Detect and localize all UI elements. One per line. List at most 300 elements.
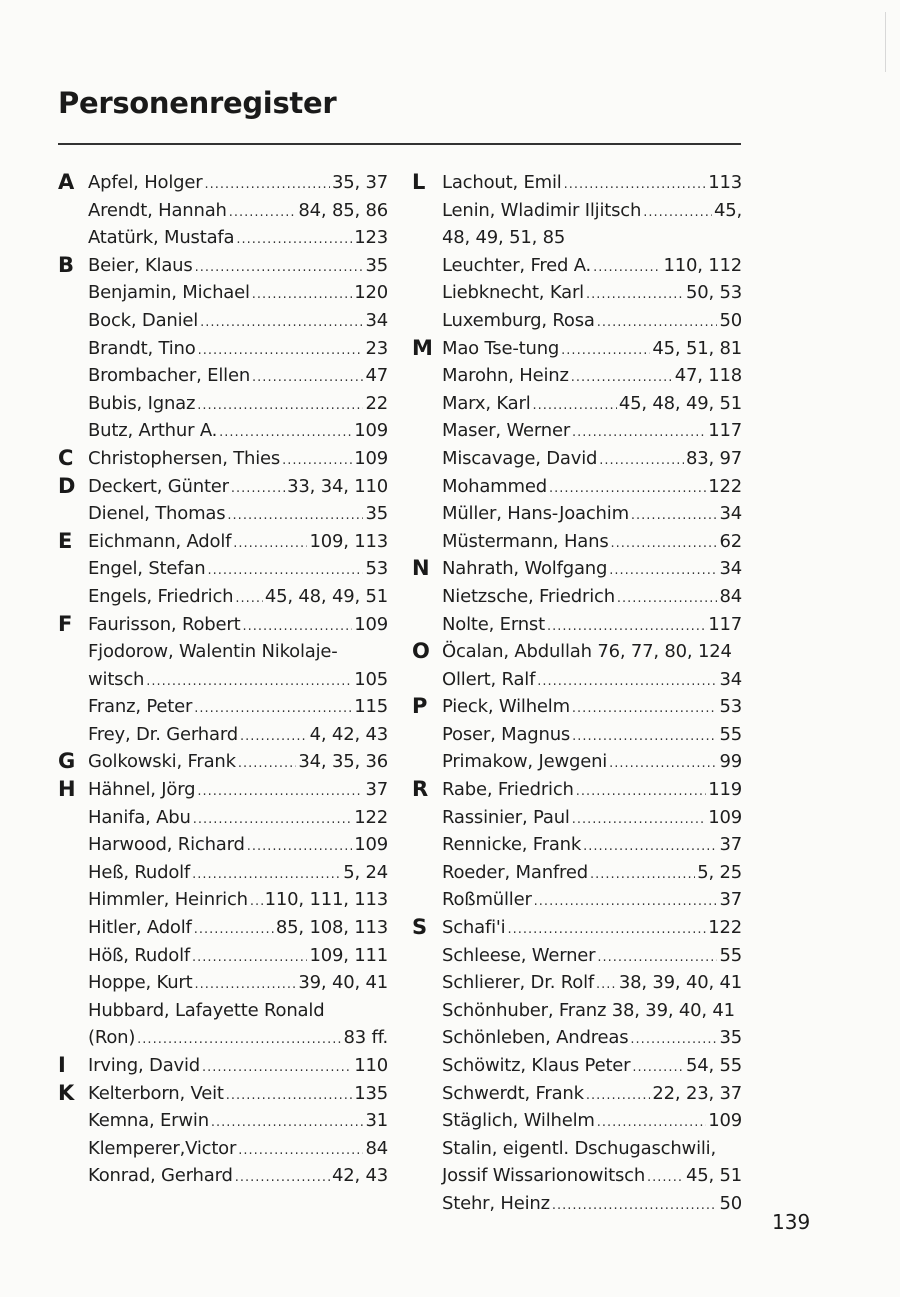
- index-entry: [88, 721, 388, 749]
- entry-text: Stalin, eigentl. Dschugaschwili,: [442, 1137, 716, 1159]
- entry-name: Engel, Stefan: [88, 558, 206, 580]
- entry-name: Höß, Rudolf: [88, 944, 191, 966]
- entry-text: Öcalan, Abdullah 76, 77, 80, 124: [442, 641, 732, 663]
- index-entry: [88, 583, 388, 611]
- entry-name: Marx, Karl: [442, 392, 531, 414]
- entry-name: Rassinier, Paul: [442, 806, 570, 828]
- entry-text: Hubbard, Lafayette Ronald: [88, 999, 325, 1021]
- index-entry: [88, 914, 388, 942]
- entry-pages: 35: [365, 254, 388, 276]
- index-entry: [88, 693, 388, 721]
- entry-pages: 120: [354, 282, 388, 304]
- index-column-left: [58, 169, 388, 1190]
- index-entry: [412, 638, 742, 666]
- entry-pages: 83 ff.: [343, 1027, 388, 1049]
- entry-name: Stäglich, Wilhelm: [442, 1110, 595, 1132]
- index-entry: [442, 721, 742, 749]
- dot-leader: [197, 392, 363, 420]
- entry-name: Müstermann, Hans: [442, 530, 609, 552]
- index-entry: [412, 776, 742, 804]
- index-entry: [442, 859, 742, 887]
- index-entry: [88, 307, 388, 335]
- entry-name: Apfel, Holger: [88, 172, 203, 193]
- entry-pages: 122: [708, 475, 742, 497]
- index-entry: [88, 1024, 388, 1052]
- index-entry: [88, 1107, 388, 1135]
- entry-pages: 122: [708, 917, 742, 939]
- entry-name: Deckert, Günter: [88, 475, 229, 497]
- section-letter: P: [412, 694, 428, 719]
- dot-leader: [250, 888, 263, 916]
- left-entries: [58, 169, 388, 1190]
- index-entry: [88, 886, 388, 914]
- index-entry: [88, 942, 388, 970]
- entry-name: Christophersen, Thies: [88, 447, 281, 469]
- entry-name: Faurisson, Robert: [88, 613, 241, 635]
- entry-pages: 45, 51, 81: [652, 337, 742, 359]
- entry-pages: 45, 51: [685, 1165, 742, 1187]
- entry-pages: 33, 34, 110: [287, 475, 388, 497]
- dot-leader: [194, 695, 352, 723]
- index-entry: [442, 1135, 742, 1163]
- entry-pages: 34: [719, 503, 742, 525]
- entry-name: Konrad, Gerhard: [88, 1165, 233, 1187]
- dot-leader: [586, 1082, 651, 1110]
- entry-pages: 122: [354, 806, 388, 828]
- entry-pages: 23: [365, 337, 388, 359]
- entry-name: Heß, Rudolf: [88, 861, 191, 883]
- dot-leader: [195, 971, 297, 999]
- dot-leader: [609, 750, 717, 778]
- entry-name: Franz, Peter: [88, 696, 193, 718]
- entry-name: Atatürk, Mustafa: [88, 227, 235, 249]
- dot-leader: [630, 1026, 717, 1054]
- entry-name: Butz, Arthur A.: [88, 420, 218, 442]
- entry-pages: 37: [365, 779, 388, 801]
- entry-name: Roßmüller: [442, 889, 532, 911]
- entry-pages: 37: [719, 889, 742, 911]
- entry-pages: 37: [719, 834, 742, 856]
- entry-pages: 5, 25: [697, 861, 742, 883]
- entry-name: Brandt, Tino: [88, 337, 196, 359]
- dot-leader: [583, 833, 717, 861]
- dot-leader: [146, 668, 352, 696]
- entry-name: Beier, Klaus: [88, 254, 193, 276]
- dot-leader: [200, 309, 363, 337]
- right-entries: [412, 169, 742, 1218]
- entry-name: witsch: [88, 668, 145, 690]
- entry-pages: 109, 111: [309, 944, 388, 966]
- index-entry: [88, 666, 388, 694]
- dot-leader: [611, 530, 718, 558]
- dot-leader: [597, 944, 717, 972]
- index-entry: [442, 831, 742, 859]
- index-entry: [88, 555, 388, 583]
- dot-leader: [572, 695, 718, 723]
- section-letter: M: [412, 335, 433, 360]
- dot-leader: [631, 502, 718, 530]
- section-letter: H: [58, 777, 76, 802]
- index-entry: [442, 1052, 742, 1080]
- index-entry: [442, 611, 742, 639]
- entry-pages: 22, 23, 37: [652, 1082, 742, 1104]
- entry-name: Ollert, Ralf: [442, 668, 536, 690]
- entry-name: Pieck, Wilhelm: [442, 696, 570, 718]
- section-letter: D: [58, 473, 76, 498]
- dot-leader: [204, 171, 329, 199]
- entry-pages: 45,: [713, 199, 742, 221]
- entry-name: (Ron): [88, 1027, 136, 1049]
- section-letter: O: [412, 639, 430, 664]
- entry-pages: 109: [354, 447, 388, 469]
- page-number: 139: [772, 1210, 811, 1234]
- entry-name: Jossif Wissarionowitsch: [442, 1165, 646, 1187]
- dot-leader: [572, 806, 707, 834]
- dot-leader: [596, 971, 617, 999]
- entry-pages: 53: [365, 558, 388, 580]
- entry-pages: 85, 108, 113: [275, 917, 388, 939]
- dot-leader: [597, 309, 718, 337]
- dot-leader: [193, 806, 353, 834]
- entry-pages: 42, 43: [331, 1165, 388, 1187]
- index-entry: [88, 831, 388, 859]
- index-entry: [88, 1162, 388, 1190]
- entry-pages: 35, 37: [331, 172, 388, 193]
- entry-name: Rabe, Friedrich: [442, 779, 574, 801]
- dot-leader: [238, 1137, 363, 1165]
- entry-pages: 109: [708, 806, 742, 828]
- dot-leader: [547, 613, 706, 641]
- entry-name: Arendt, Hannah: [88, 199, 227, 221]
- index-entry: [442, 942, 742, 970]
- index-entry: [88, 859, 388, 887]
- entry-pages: 55: [719, 944, 742, 966]
- entry-pages: 83, 97: [685, 447, 742, 469]
- dot-leader: [617, 585, 718, 613]
- dot-leader: [572, 723, 717, 751]
- entry-pages: 109: [354, 613, 388, 635]
- index-entry: [88, 1135, 388, 1163]
- index-entry: [442, 583, 742, 611]
- entry-pages: 50, 53: [685, 282, 742, 304]
- index-entry: [442, 1107, 742, 1135]
- index-entry: [442, 500, 742, 528]
- index-entry: [442, 1024, 742, 1052]
- entry-name: Eichmann, Adolf: [88, 530, 232, 552]
- dot-leader: [233, 530, 307, 558]
- entry-pages: 45, 48, 49, 51: [264, 585, 388, 607]
- entry-name: Frey, Dr. Gerhard: [88, 723, 238, 745]
- dot-leader: [534, 888, 718, 916]
- entry-pages: 109: [354, 420, 388, 442]
- entry-pages: 39, 40, 41: [298, 972, 388, 994]
- entry-name: Kelterborn, Veit: [88, 1082, 224, 1104]
- dot-leader: [632, 1054, 684, 1082]
- index-entry: [58, 748, 388, 776]
- section-letter: B: [58, 252, 74, 277]
- index-entry: [442, 473, 742, 501]
- index-entry: [442, 252, 742, 280]
- entry-name: Lenin, Wladimir Iljitsch: [442, 199, 642, 221]
- index-entry: [88, 390, 388, 418]
- entry-pages: 115: [354, 696, 388, 718]
- index-entry: [88, 969, 388, 997]
- dot-leader: [590, 861, 695, 889]
- entry-name: Klemperer,Victor: [88, 1137, 237, 1159]
- section-letter: A: [58, 170, 75, 194]
- dot-leader: [227, 502, 363, 530]
- dot-leader: [252, 364, 363, 392]
- section-letter: G: [58, 749, 76, 774]
- entry-pages: 53: [719, 696, 742, 718]
- dot-leader: [552, 1192, 718, 1220]
- dot-leader: [236, 226, 352, 254]
- entry-pages: 113: [708, 172, 742, 193]
- index-entry: [442, 224, 742, 252]
- index-entry: [88, 279, 388, 307]
- entry-pages: 105: [354, 668, 388, 690]
- index-entry: [58, 252, 388, 280]
- dot-leader: [599, 447, 684, 475]
- entry-name: Marohn, Heinz: [442, 365, 569, 387]
- dot-leader: [643, 199, 712, 227]
- index-entry: [412, 693, 742, 721]
- entry-name: Dienel, Thomas: [88, 503, 226, 525]
- index-entry: [442, 307, 742, 335]
- entry-pages: 109: [354, 834, 388, 856]
- entry-name: Mao Tse-tung: [442, 337, 560, 359]
- index-entry: [412, 335, 742, 363]
- dot-leader: [219, 419, 352, 447]
- dot-leader: [571, 364, 673, 392]
- entry-pages: 54, 55: [685, 1055, 742, 1076]
- dot-leader: [586, 281, 684, 309]
- dot-leader: [549, 475, 706, 503]
- entry-name: Schöwitz, Klaus Peter: [442, 1055, 631, 1076]
- entry-pages: 62: [719, 530, 742, 552]
- entry-name: Hähnel, Jörg: [88, 779, 196, 801]
- section-letter: S: [412, 915, 427, 940]
- entry-pages: 47: [365, 365, 388, 387]
- page-edge-mark: [885, 12, 886, 72]
- entry-name: Stehr, Heinz: [442, 1192, 550, 1214]
- entry-text: Schönhuber, Franz 38, 39, 40, 41: [442, 999, 735, 1021]
- entry-name: Schleese, Werner: [442, 944, 596, 966]
- entry-name: Schwerdt, Frank: [442, 1082, 584, 1104]
- entry-pages: 55: [719, 723, 742, 745]
- entry-name: Schlierer, Dr. Rolf: [442, 972, 595, 994]
- index-entry: [442, 666, 742, 694]
- index-entry: [58, 445, 388, 473]
- entry-name: Bubis, Ignaz: [88, 392, 196, 414]
- index-entry: [88, 362, 388, 390]
- dot-leader: [576, 778, 706, 806]
- dot-leader: [229, 199, 297, 227]
- index-entry: [88, 997, 388, 1025]
- index-entry: [442, 1162, 742, 1190]
- entry-name: Maser, Werner: [442, 420, 571, 442]
- index-column-right: [412, 169, 742, 1218]
- dot-leader: [211, 1109, 364, 1137]
- dot-leader: [647, 1164, 684, 1192]
- entry-name: Himmler, Heinrich: [88, 889, 248, 911]
- entry-pages: 35: [365, 503, 388, 525]
- section-letter: I: [58, 1053, 66, 1077]
- index-entry: [88, 197, 388, 225]
- index-entry: [58, 169, 388, 197]
- entry-pages: 84: [719, 585, 742, 607]
- dot-leader: [198, 337, 364, 365]
- entry-pages: 84: [365, 1137, 388, 1159]
- dot-leader: [226, 1082, 352, 1110]
- index-entry: [58, 528, 388, 556]
- index-entry: [442, 1190, 742, 1218]
- index-entry: [442, 197, 742, 225]
- dot-leader: [593, 254, 661, 282]
- entry-pages: 117: [708, 420, 742, 442]
- section-letter: R: [412, 777, 428, 802]
- index-entry: [58, 473, 388, 501]
- dot-leader: [564, 171, 707, 199]
- entry-name: Poser, Magnus: [442, 723, 571, 745]
- dot-leader: [572, 419, 706, 447]
- dot-leader: [235, 1164, 330, 1192]
- dot-leader: [597, 1109, 707, 1137]
- entry-text: Fjodorow, Walentin Nikolaje-: [88, 641, 338, 663]
- index-entry: [442, 390, 742, 418]
- dot-leader: [507, 916, 706, 944]
- index-entry: [442, 804, 742, 832]
- entry-pages: 50: [719, 1192, 742, 1214]
- dot-leader: [207, 557, 363, 585]
- index-entry: [442, 445, 742, 473]
- entry-pages: 31: [365, 1110, 388, 1132]
- dot-leader: [537, 668, 717, 696]
- dot-leader: [192, 861, 341, 889]
- entry-name: Benjamin, Michael: [88, 282, 250, 304]
- entry-pages: 4, 42, 43: [309, 723, 388, 745]
- entry-name: Hanifa, Abu: [88, 806, 191, 828]
- index-entry: [58, 776, 388, 804]
- entry-name: Nolte, Ernst: [442, 613, 545, 635]
- index-entry: [412, 914, 742, 942]
- entry-name: Hoppe, Kurt: [88, 972, 193, 994]
- entry-pages: 34: [365, 309, 388, 331]
- entry-pages: 119: [708, 779, 742, 801]
- dot-leader: [561, 337, 650, 365]
- entry-name: Irving, David: [88, 1055, 201, 1076]
- section-letter: L: [412, 170, 426, 194]
- entry-name: Miscavage, David: [442, 447, 598, 469]
- dot-leader: [282, 447, 352, 475]
- index-entry: [88, 224, 388, 252]
- dot-leader: [202, 1054, 352, 1082]
- dot-leader: [238, 750, 297, 778]
- entry-name: Nahrath, Wolfgang: [442, 558, 608, 580]
- entry-pages: 34, 35, 36: [298, 751, 388, 773]
- index-entry: [58, 611, 388, 639]
- section-letter: K: [58, 1080, 75, 1105]
- entry-pages: 110, 111, 113: [264, 889, 388, 911]
- entry-pages: 135: [354, 1082, 388, 1104]
- index-entry: [442, 997, 742, 1025]
- index-entry: [58, 1052, 388, 1080]
- entry-name: Luxemburg, Rosa: [442, 309, 595, 331]
- entry-pages: 110, 112: [663, 254, 742, 276]
- entry-pages: 47, 118: [674, 365, 742, 387]
- section-letter: N: [412, 556, 430, 581]
- title-rule: [58, 143, 741, 145]
- section-letter: F: [58, 611, 73, 636]
- dot-leader: [242, 613, 352, 641]
- index-entry: [442, 886, 742, 914]
- dot-leader: [609, 557, 717, 585]
- entry-name: Kemna, Erwin: [88, 1110, 209, 1132]
- entry-pages: 109, 113: [309, 530, 388, 552]
- page-title: Personenregister: [58, 86, 337, 120]
- entry-pages: 34: [719, 558, 742, 580]
- entry-pages: 123: [354, 227, 388, 249]
- dot-leader: [231, 475, 285, 503]
- index-entry: [88, 417, 388, 445]
- entry-name: Brombacher, Ellen: [88, 365, 251, 387]
- dot-leader: [194, 916, 274, 944]
- entry-name: Leuchter, Fred A.: [442, 254, 592, 276]
- entry-pages: 117: [708, 613, 742, 635]
- dot-leader: [247, 833, 352, 861]
- dot-leader: [195, 254, 364, 282]
- index-entry: [88, 335, 388, 363]
- entry-name: Rennicke, Frank: [442, 834, 582, 856]
- dot-leader: [240, 723, 308, 751]
- entry-pages: 5, 24: [343, 861, 388, 883]
- index-entry: [442, 362, 742, 390]
- index-entry: [412, 169, 742, 197]
- dot-leader: [192, 944, 307, 972]
- index-entry: [442, 1080, 742, 1108]
- index-entry: [412, 555, 742, 583]
- entry-pages: 99: [719, 751, 742, 773]
- index-entry: [442, 969, 742, 997]
- section-letter: C: [58, 445, 74, 470]
- entry-name: Engels, Friedrich: [88, 585, 234, 607]
- dot-leader: [533, 392, 617, 420]
- entry-pages: 50: [719, 309, 742, 331]
- entry-pages: 38, 39, 40, 41: [618, 972, 742, 994]
- entry-pages: 84, 85, 86: [298, 199, 388, 221]
- entry-name: Schafi'i: [442, 917, 506, 939]
- entry-name: Müller, Hans-Joachim: [442, 503, 629, 525]
- index-entry: [88, 500, 388, 528]
- entry-pages: 109: [708, 1110, 742, 1132]
- entry-name: Harwood, Richard: [88, 834, 245, 856]
- index-entry: [442, 279, 742, 307]
- entry-pages: 45, 48, 49, 51: [618, 392, 742, 414]
- index-entry: [442, 748, 742, 776]
- index-entry: [88, 804, 388, 832]
- entry-name: Nietzsche, Friedrich: [442, 585, 615, 607]
- entry-name: Golkowski, Frank: [88, 751, 236, 773]
- entry-name: Schönleben, Andreas: [442, 1027, 629, 1049]
- entry-name: Liebknecht, Karl: [442, 282, 584, 304]
- section-letter: E: [58, 528, 73, 553]
- dot-leader: [137, 1026, 341, 1054]
- entry-name: Roeder, Manfred: [442, 861, 588, 883]
- index-entry: [442, 417, 742, 445]
- entry-pages: 34: [719, 668, 742, 690]
- entry-name: Hitler, Adolf: [88, 917, 192, 939]
- dot-leader: [252, 281, 352, 309]
